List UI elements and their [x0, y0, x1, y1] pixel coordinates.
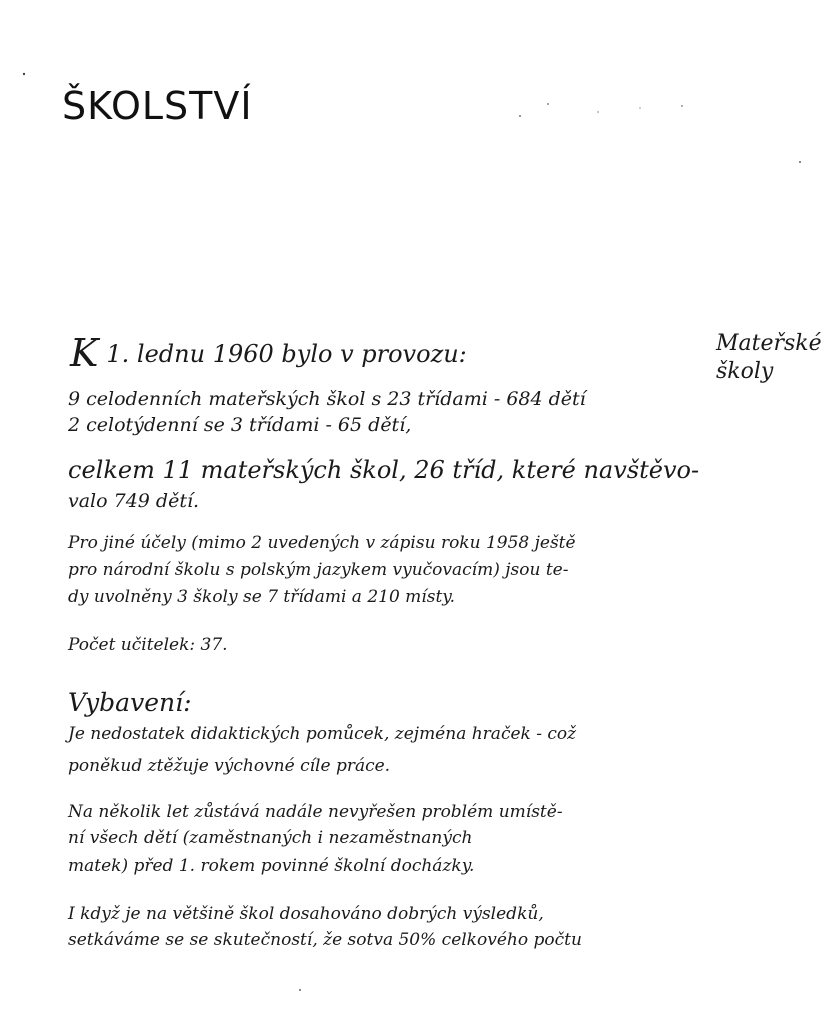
speck — [799, 161, 801, 163]
speck — [639, 107, 641, 109]
margin-note-line: školy — [716, 359, 774, 384]
text-line: setkáváme se se skutečností, že sotva 50% celkového počtu — [68, 930, 582, 950]
text-line: poněkud ztěžuje výchovné cíle práce. — [68, 756, 391, 776]
text-line: ní všech dětí (zaměstnaných i nezaměstnaných — [68, 828, 473, 848]
speck — [597, 111, 599, 113]
text-line: I když je na většině škol dosahováno dobrých výsledků, — [68, 904, 544, 924]
text-line: 2 celotýdenní se 3 třídami - 65 dětí, — [68, 414, 412, 436]
speck — [547, 103, 549, 105]
text-line: Je nedostatek didaktických pomůcek, zejména hraček - což — [68, 724, 577, 744]
text-line: Počet učitelek: 37. — [68, 635, 228, 655]
speck — [299, 989, 301, 991]
margin-note — [716, 330, 822, 386]
speck — [23, 73, 25, 75]
text-line: matek) před 1. rokem povinné školní docházky. — [68, 856, 475, 876]
text-line: Na několik let zůstává nadále nevyřešen problém umístě- — [68, 802, 563, 822]
speck — [681, 105, 683, 107]
intro-line — [70, 331, 467, 375]
text-line: valo 749 dětí. — [68, 490, 200, 512]
text-line: Pro jiné účely (mimo 2 uvedených v zápisu roku 1958 ještě — [68, 533, 576, 553]
margin-note-line: Mateřské — [716, 331, 822, 356]
page-title: ŠKOLSTVÍ — [62, 84, 253, 128]
text-line: celkem 11 mateřských škol, 26 tříd, které navštěvo- — [68, 456, 700, 484]
intro-text: 1. lednu 1960 bylo v provozu: — [106, 340, 467, 368]
text-line: dy uvolněny 3 školy se 7 třídami a 210 místy. — [68, 587, 456, 607]
speck — [519, 115, 521, 117]
dropcap: K — [70, 331, 99, 375]
section-title: Vybavení: — [68, 688, 192, 717]
text-line: pro národní školu s polským jazykem vyučovacím) jsou te- — [68, 560, 569, 580]
text-line: 9 celodenních mateřských škol s 23 třídami - 684 dětí — [68, 388, 586, 410]
